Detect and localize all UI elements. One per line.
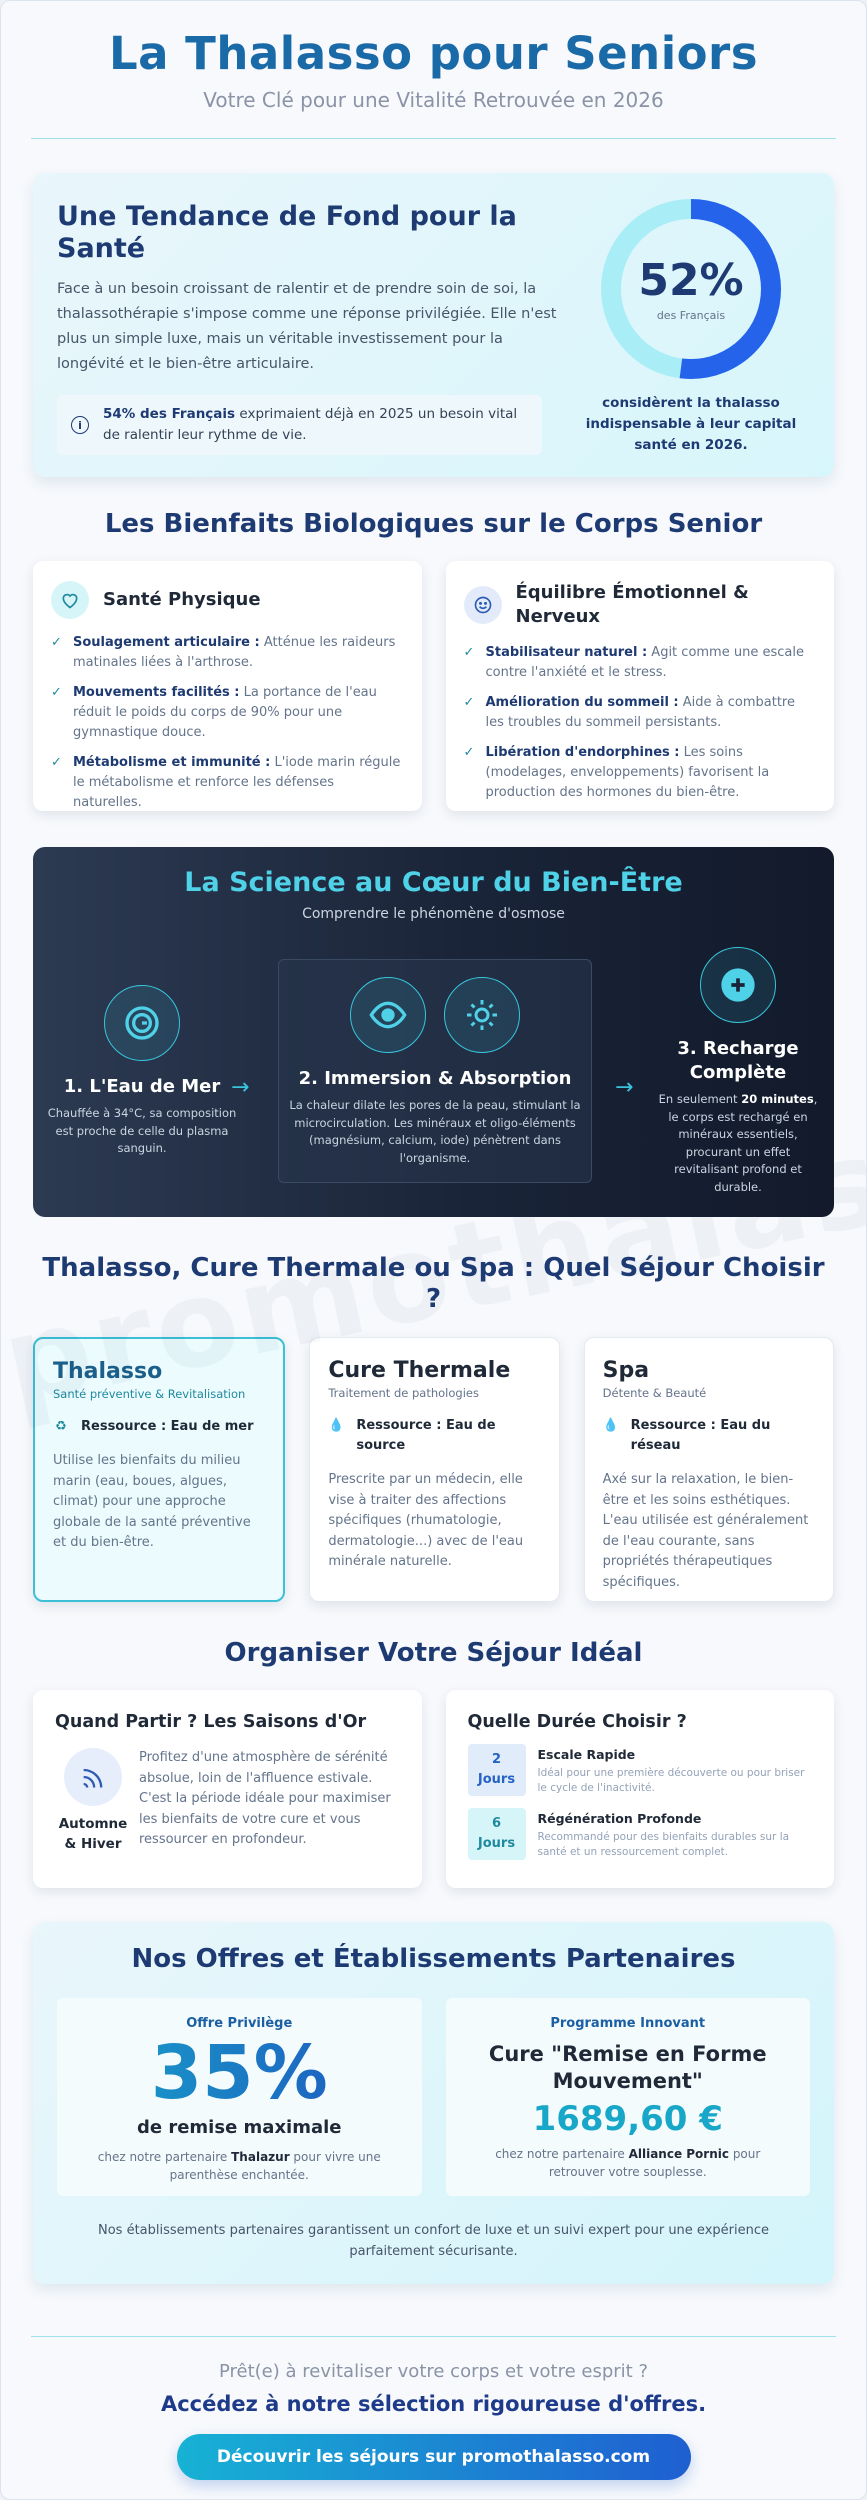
season-text: Profitez d'une atmosphère de sérénité absolue, loin de l'affluence estivale. C'est la période idéale pour maximiser les bienfaits de votre cure et vous ressourcer en profondeur. <box>139 1750 391 1847</box>
offers-panel <box>33 1922 834 2284</box>
divider <box>31 2336 836 2337</box>
privilege-offer <box>57 1998 422 2196</box>
cta-answer: Accédez à notre sélection rigoureuse d'offres. <box>160 2392 707 2416</box>
card-tag: Traitement de pathologies <box>328 1386 479 1400</box>
duration-text: Idéal pour une première découverte ou pour briser le cycle de l'inactivité. <box>537 1767 805 1794</box>
duration-title: Quelle Durée Choisir ? <box>467 1712 687 1732</box>
check-icon: ✓ <box>463 745 475 760</box>
water-swirl-icon <box>104 985 180 1061</box>
card-tag: Détente & Beauté <box>602 1386 707 1400</box>
note-bold: 54% des Français <box>103 406 236 422</box>
when-card <box>33 1690 422 1888</box>
stat-value: 52% <box>638 254 744 306</box>
choices-title: Thalasso, Cure Thermale ou Spa : Quel Séjour Choisir ? <box>42 1253 825 1314</box>
benefits-title: Les Bienfaits Biologiques sur le Corps Senior <box>104 509 763 539</box>
list-item: ✓ Mouvements facilités : La portance de l'eau réduit le poids du corps de 90% pour une gymnastique douce. <box>51 683 404 743</box>
list-item: ✓ Amélioration du sommeil : Aide à combattre les troubles du sommeil persistants. <box>464 693 817 733</box>
card-resource: ♻ Ressource : Eau de mer <box>53 1417 265 1437</box>
step-1-text: Chauffée à 34°C, sa composition est proche de celle du plasma sanguin. <box>47 1106 237 1155</box>
card-tag: Santé préventive & Revitalisation <box>53 1387 246 1401</box>
physical-list <box>51 633 404 813</box>
droplet-icon: 💧 <box>602 1418 619 1433</box>
card-desc: Axé sur la relaxation, le bien-être et les soins esthétiques. L'eau utilisée est généralement de l'eau courante, sans propriétés thérapeutiques spécifiques. <box>602 1472 809 1590</box>
sun-icon <box>444 977 520 1053</box>
emotional-list <box>464 643 817 803</box>
thermal-card <box>309 1337 559 1602</box>
card-title: Spa <box>602 1358 650 1383</box>
card-title: Thalasso <box>53 1359 163 1384</box>
discount-value: 35% <box>57 2033 422 2113</box>
step-3 <box>653 947 823 1196</box>
step-2 <box>288 977 582 1167</box>
duration-option <box>468 1808 813 1860</box>
arrow-right-icon: → <box>615 1075 634 1100</box>
list-item: ✓ Métabolisme et immunité : L'iode marin régule le métabolisme et renforce les défenses naturelles. <box>51 753 404 813</box>
step-3-text: En seulement 20 minutes, le corps est rechargé en minéraux essentiels, procurant un effet revitalisant profond et durable. <box>658 1092 818 1194</box>
offer-partner-text: chez notre partenaire Thalazur pour vivre une parenthèse enchantée. <box>97 2150 381 2182</box>
stat-label: des Français <box>656 308 726 322</box>
smile-icon <box>464 586 502 624</box>
innovant-offer <box>446 1998 811 2196</box>
check-icon: ✓ <box>463 695 475 710</box>
trend-card <box>33 173 834 477</box>
step-2-text: La chaleur dilate les pores de la peau, stimulant la microcirculation. Les minéraux et oligo-éléments (magnésium, calcium, iode) pénètrent dans l'organisme. <box>289 1098 581 1165</box>
card-resource: 💧 Ressource : Eau du réseau <box>602 1418 771 1453</box>
list-item: ✓ Libération d'endorphines : Les soins (modelages, enveloppements) favorisent la production des hormones du bien-être. <box>464 743 817 803</box>
emotional-card <box>446 561 835 811</box>
duration-name: Régénération Profonde <box>537 1811 702 1826</box>
cure-name: Cure "Remise en Forme Mouvement" <box>488 2042 767 2093</box>
droplet-icon: 💧 <box>328 1418 345 1433</box>
page-title: La Thalasso pour Seniors <box>108 27 759 80</box>
science-panel <box>33 847 834 1217</box>
choices-grid <box>33 1337 834 1602</box>
spa-card <box>584 1337 834 1602</box>
stat-caption: considèrent la thalasso indispensable à leur capital santé en 2026. <box>585 395 797 453</box>
science-subtitle: Comprendre le phénomène d'osmose <box>302 906 565 922</box>
page-subtitle: Votre Clé pour une Vitalité Retrouvée en 2026 <box>203 88 664 112</box>
step-1-title: 1. L'Eau de Mer <box>63 1076 221 1097</box>
trend-title: Une Tendance de Fond pour la Santé <box>57 201 517 264</box>
cta-question: Prêt(e) à revitaliser votre corps et votre esprit ? <box>218 2361 648 2382</box>
offers-title: Nos Offres et Établissements Partenaires <box>131 1944 736 1974</box>
cure-price: 1689,60 € <box>532 2099 723 2139</box>
benefits-grid <box>33 561 834 811</box>
physical-card <box>33 561 422 811</box>
duration-badge: 6 Jours <box>468 1808 526 1860</box>
card-title: Cure Thermale <box>328 1358 511 1383</box>
cta-section <box>1 2361 866 2480</box>
card-desc: Prescrite par un médecin, elle vise à traiter des affections spécifiques (rhumatologie, dermatologie...) avec de l'eau minérale naturelle. <box>328 1472 524 1569</box>
organiser-title: Organiser Votre Séjour Idéal <box>224 1638 643 1668</box>
list-item: ✓ Soulagement articulaire : Atténue les raideurs matinales liées à l'arthrose. <box>51 633 404 673</box>
duration-badge: 2 Jours <box>468 1744 526 1796</box>
discount-label: de remise maximale <box>136 2117 342 2138</box>
trend-note-text <box>103 404 528 446</box>
heart-icon <box>51 581 89 619</box>
step-1 <box>47 985 237 1158</box>
trend-text: Face à un besoin croissant de ralentir et de prendre soin de soi, la thalassothérapie s'impose comme une réponse privilégiée. Elle n'est plus un simple luxe, mais un véritable investissement pour la longévité et le bien-être articulaire. <box>57 281 557 372</box>
science-title: La Science au Cœur du Bien-Être <box>184 867 683 898</box>
duration-name: Escale Rapide <box>537 1747 636 1762</box>
duration-option <box>468 1744 813 1796</box>
step-2-title: 2. Immersion & Absorption <box>298 1068 572 1089</box>
season-name: Automne & Hiver <box>58 1816 128 1852</box>
check-icon: ✓ <box>51 755 62 770</box>
emotional-title: Équilibre Émotionnel & Nerveux <box>515 582 749 627</box>
card-desc: Utilise les bienfaits du milieu marin (eau, boues, algues, climat) pour une approche globale de la santé préventive et du bien-être. <box>53 1453 251 1550</box>
offer-kicker: Programme Innovant <box>550 2016 706 2031</box>
info-icon: i <box>71 416 89 434</box>
offers-footer: Nos établissements partenaires garantissent un confort de luxe et un suivi expert pour une expérience parfaitement sécurisante. <box>98 2223 769 2259</box>
duration-card <box>446 1690 835 1888</box>
thalasso-card <box>33 1337 285 1602</box>
card-resource: 💧 Ressource : Eau de source <box>328 1418 496 1453</box>
eye-icon <box>350 977 426 1053</box>
offer-kicker: Offre Privilège <box>186 2016 293 2031</box>
discover-button[interactable]: Découvrir les séjours sur promothalasso.com <box>177 2434 691 2480</box>
check-icon: ✓ <box>463 645 475 660</box>
hero-header <box>1 1 866 112</box>
when-title: Quand Partir ? Les Saisons d'Or <box>55 1712 367 1732</box>
physical-title: Santé Physique <box>103 589 261 610</box>
recycle-icon: ♻ <box>55 1419 67 1434</box>
list-item: ✓ Stabilisateur naturel : Agit comme une escale contre l'anxiété et le stress. <box>464 643 817 683</box>
note-rest: exprimaient déjà en 2025 un besoin vital de ralentir leur rythme de vie. <box>103 406 518 443</box>
arrow-right-icon: → <box>231 1075 250 1100</box>
offer-partner-text: chez notre partenaire Alliance Pornic pour retrouver votre souplesse. <box>495 2147 761 2179</box>
organiser-grid <box>33 1690 834 1888</box>
stat-center <box>599 197 783 381</box>
duration-text: Recommandé pour des bienfaits durables sur la santé et un ressourcement complet. <box>537 1831 790 1858</box>
check-icon: ✓ <box>51 685 62 700</box>
wind-icon <box>64 1748 122 1806</box>
trend-note <box>57 395 542 455</box>
plus-circle-icon <box>700 947 776 1023</box>
divider <box>31 138 836 139</box>
step-3-title: 3. Recharge Complète <box>677 1038 799 1083</box>
check-icon: ✓ <box>51 635 62 650</box>
